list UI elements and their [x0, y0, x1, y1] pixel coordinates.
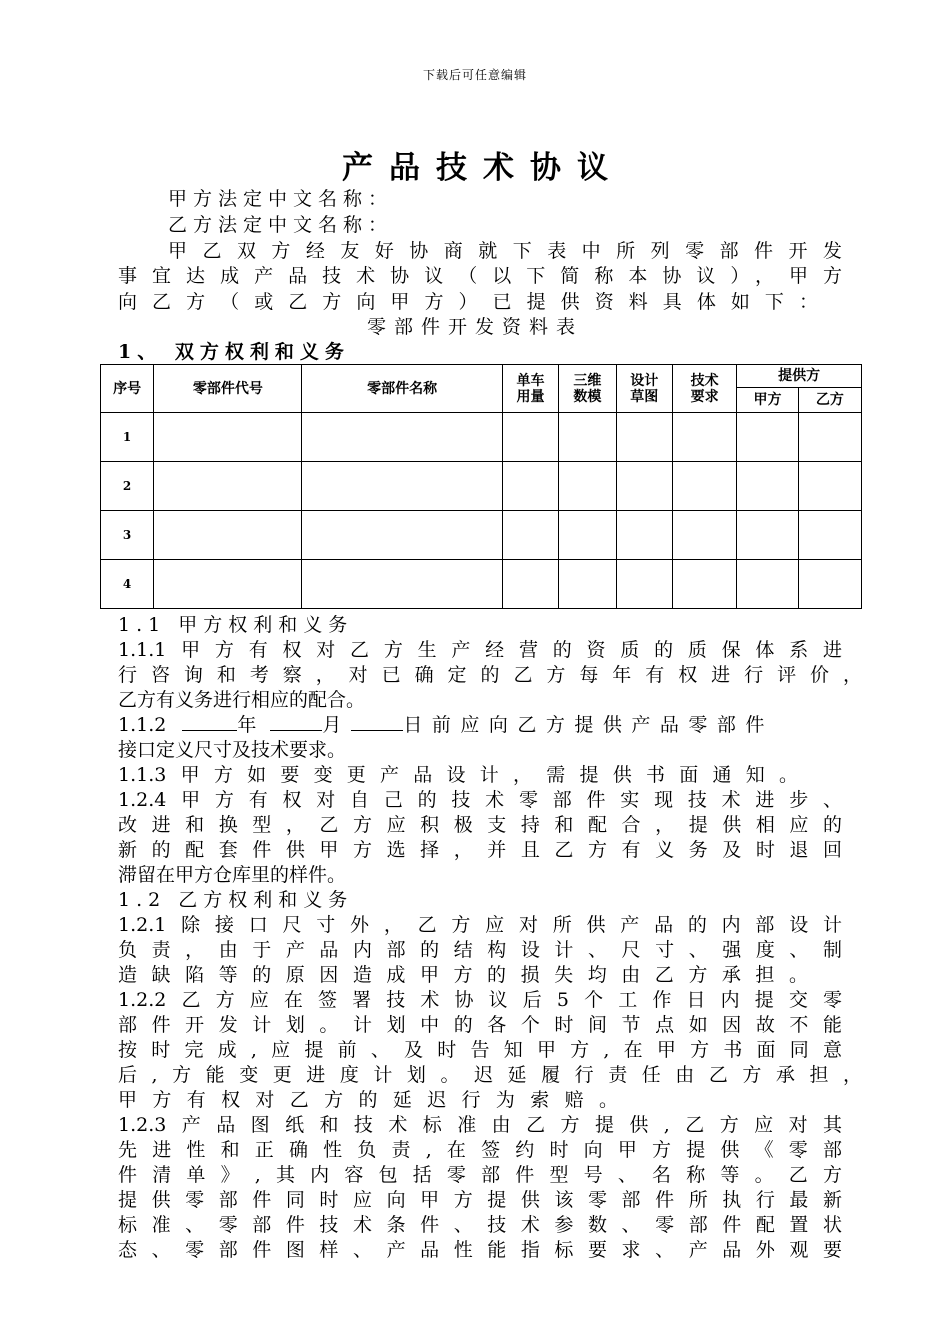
row-number: 2 — [101, 462, 154, 511]
clause-1-2-3-line: 态、零部件图样、产品性能指标要求、产品外观要 — [118, 1239, 842, 1261]
sketch-cell — [616, 413, 672, 462]
usage-cell — [502, 413, 558, 462]
section-1-2-heading: 1.2 乙方权利和义务 — [118, 889, 354, 911]
sketch-cell — [616, 462, 672, 511]
party-b-label: 乙方法定中文名称： — [168, 214, 394, 236]
part-code-cell — [154, 462, 302, 511]
header-provider: 提供方 — [737, 365, 862, 388]
sketch-cell — [616, 560, 672, 609]
clause-1-2-2-line: 甲方有权对乙方的延迟行为索赔。 — [118, 1089, 618, 1111]
clause-1-1-3: 1.1.3甲方如要变更产品设计，需提供书面通知。 — [118, 764, 798, 786]
part-name-cell — [302, 413, 502, 462]
party-b-cell — [798, 511, 861, 560]
month-label: 月 — [322, 714, 342, 736]
section-1-1-heading: 1.1 甲方权利和义务 — [118, 614, 354, 636]
model3d-cell — [559, 560, 616, 609]
table-row — [101, 413, 862, 462]
parts-table — [100, 364, 862, 609]
party-a-label: 甲方法定中文名称： — [168, 188, 394, 210]
header-note: 下载后可任意编辑 — [422, 68, 527, 82]
header-part-code: 零部件代号 — [154, 365, 302, 413]
clause-1-1-1-line: 1.1.1甲方有权对乙方生产经营的资质的质保体系进 — [118, 639, 842, 661]
row-number: 4 — [101, 560, 154, 609]
intro-line-3: 向乙方（或乙方向甲方）已提供资料具体如下： — [118, 291, 818, 313]
intro-line-1: 甲乙双方经友好协商就下表中所列零部件开发 — [168, 240, 842, 262]
table-row — [101, 462, 862, 511]
table-caption: 零部件开发资料表 — [366, 316, 583, 338]
header-party-a: 甲方 — [737, 388, 798, 413]
table-row — [101, 511, 862, 560]
usage-cell — [502, 462, 558, 511]
part-name-cell — [302, 511, 502, 560]
clause-1-2-3-line: 提供零部件同时应向甲方提供该零部件所执行最新 — [118, 1189, 842, 1211]
sketch-cell — [616, 511, 672, 560]
header-seq: 序号 — [101, 365, 154, 413]
party-a-cell — [737, 560, 798, 609]
month-blank — [270, 712, 322, 731]
part-name-cell — [302, 560, 502, 609]
clause-1-2-2-line: 1.2.2乙方应在签署技术协议后5个工作日内提交零 — [118, 989, 842, 1011]
clause-1-2-2-line: 部件开发计划。计划中的各个时间节点如因故不能 — [118, 1014, 842, 1036]
year-label: 年 — [237, 714, 257, 736]
clause-1-2-3-line: 标准、零部件技术条件、技术参数、零部件配置状 — [118, 1214, 842, 1236]
row-number: 3 — [101, 511, 154, 560]
model3d-cell — [559, 462, 616, 511]
part-code-cell — [154, 511, 302, 560]
intro-line-2: 事宜达成产品技术协议（以下简称本协议），甲方 — [118, 265, 842, 287]
clause-1-2-2-line: 后,方能变更进度计划。迟延履行责任由乙方承担， — [118, 1064, 862, 1086]
part-name-cell — [302, 462, 502, 511]
clause-1-1-1-line: 行咨询和考察，对已确定的乙方每年有权进行评价， — [118, 664, 862, 686]
tech-req-cell — [672, 462, 736, 511]
header-party-b: 乙方 — [798, 388, 861, 413]
party-a-cell — [737, 511, 798, 560]
part-code-cell — [154, 413, 302, 462]
header-tech-req: 技术要求 — [672, 365, 736, 413]
clause-text: 日前应向乙方提供产品零部件 — [403, 714, 774, 736]
header-3d-model: 三维数模 — [559, 365, 616, 413]
party-a-cell — [737, 413, 798, 462]
tech-req-cell — [672, 511, 736, 560]
party-b-cell — [798, 462, 861, 511]
part-code-cell — [154, 560, 302, 609]
clause-1-2-4-line: 新的配套件供甲方选择，并且乙方有义务及时退回 — [118, 839, 842, 861]
clause-1-2-1-line: 负责，由于产品内部的结构设计、尺寸、强度、制 — [118, 939, 842, 961]
clause-1-2-3-line: 先进性和正确性负责,在签约时向甲方提供《零部 — [118, 1139, 842, 1161]
year-blank — [182, 712, 237, 731]
clause-number: 1.1.2 — [118, 714, 167, 736]
clause-1-1-2-line: 接口定义尺寸及技术要求。 — [118, 739, 347, 761]
clause-1-2-4-line: 改进和换型，乙方应积极支持和配合，提供相应的 — [118, 814, 842, 836]
section-1-heading: 1、 双方权利和义务 — [118, 341, 350, 363]
clause-1-1-2 — [118, 712, 842, 738]
day-blank — [351, 712, 403, 731]
header-usage: 单车用量 — [502, 365, 558, 413]
clause-1-2-3-line: 1.2.3产品图纸和技术标准由乙方提供,乙方应对其 — [118, 1114, 842, 1136]
model3d-cell — [559, 413, 616, 462]
usage-cell — [502, 511, 558, 560]
tech-req-cell — [672, 560, 736, 609]
model3d-cell — [559, 511, 616, 560]
document-title: 产品技术协议 — [342, 150, 624, 186]
clause-1-2-2-line: 按时完成,应提前、及时告知甲方,在甲方书面同意 — [118, 1039, 842, 1061]
party-b-cell — [798, 560, 861, 609]
clause-1-2-1-line: 1.2.1除接口尺寸外，乙方应对所供产品的内部设计 — [118, 914, 842, 936]
header-part-name: 零部件名称 — [302, 365, 502, 413]
clause-1-2-3-line: 件清单》,其内容包括零部件型号、名称等。乙方 — [118, 1164, 842, 1186]
tech-req-cell — [672, 413, 736, 462]
usage-cell — [502, 560, 558, 609]
clause-1-2-4-line: 1.2.4甲方有权对自己的技术零部件实现技术进步、 — [118, 789, 842, 811]
party-a-cell — [737, 462, 798, 511]
table-row — [101, 560, 862, 609]
clause-1-2-4-line: 滞留在甲方仓库里的样件。 — [118, 864, 347, 886]
clause-1-2-1-line: 造缺陷等的原因造成甲方的损失均由乙方承担。 — [118, 964, 808, 986]
clause-1-1-1-line: 乙方有义务进行相应的配合。 — [118, 689, 366, 711]
row-number: 1 — [101, 413, 154, 462]
party-b-cell — [798, 413, 861, 462]
header-sketch: 设计草图 — [616, 365, 672, 413]
